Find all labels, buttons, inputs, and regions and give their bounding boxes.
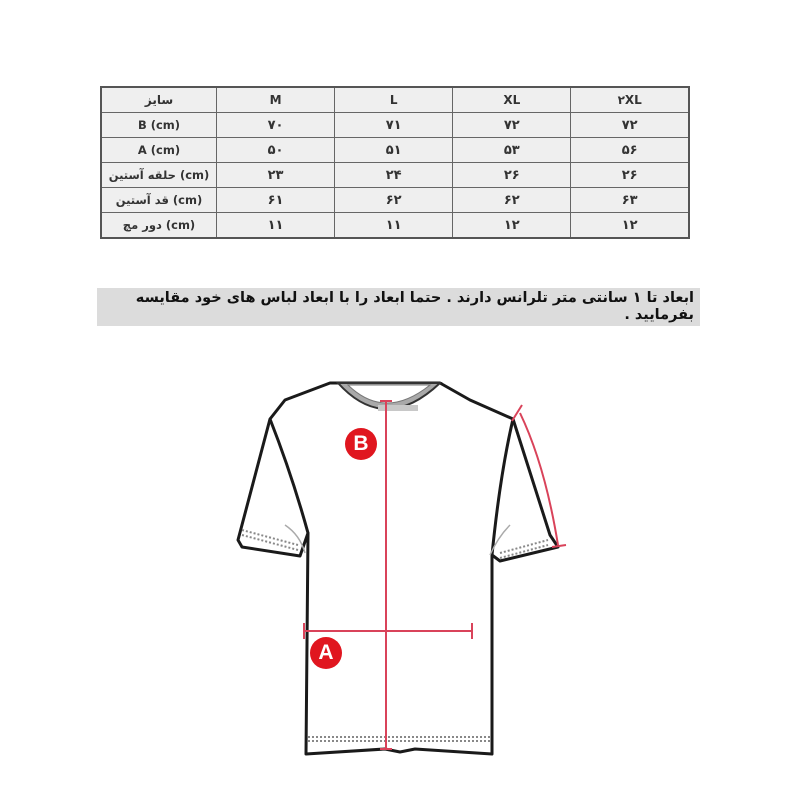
table-cell: ۲۶: [571, 163, 689, 188]
table-row: [101, 113, 689, 138]
table-cell: ۲۶: [453, 163, 571, 188]
table-cell: ۷۲: [571, 113, 689, 138]
table-cell: ۵۰: [217, 138, 335, 163]
row-label: A (cm): [101, 138, 217, 163]
row-label: B (cm): [101, 113, 217, 138]
table-cell: ۷۲: [453, 113, 571, 138]
tolerance-note-text: ابعاد تا ۱ سانتی متر تلرانس دارند . حتما ابعاد را با ابعاد لباس های خود مقایسه بفرمایید .: [135, 290, 694, 323]
table-row: [101, 163, 689, 188]
tolerance-note-banner: [97, 288, 700, 326]
measure-a-badge: A: [310, 637, 342, 669]
table-cell: ۱۱: [217, 213, 335, 239]
table-cell: ۱۲: [453, 213, 571, 239]
table-cell: ۶۱: [217, 188, 335, 213]
table-cell: ۵۳: [453, 138, 571, 163]
tshirt-outline-icon: [230, 375, 570, 760]
header-size-l: L: [335, 87, 453, 113]
table-row: [101, 213, 689, 239]
row-label: حلقه آستین (cm): [101, 163, 217, 188]
table-cell: ۵۱: [335, 138, 453, 163]
table-cell: ۷۰: [217, 113, 335, 138]
table-cell: ۵۶: [571, 138, 689, 163]
table-cell: ۶۲: [335, 188, 453, 213]
measure-b-badge: B: [345, 428, 377, 460]
tshirt-measurement-diagram: [230, 375, 570, 760]
header-size-xl: XL: [453, 87, 571, 113]
size-chart-table: [100, 86, 690, 239]
row-label: دور مچ (cm): [101, 213, 217, 239]
row-label: قد آستین (cm): [101, 188, 217, 213]
table-header-row: [101, 87, 689, 113]
table-cell: ۲۴: [335, 163, 453, 188]
table-cell: ۱۱: [335, 213, 453, 239]
table-cell: ۶۳: [571, 188, 689, 213]
table-cell: ۷۱: [335, 113, 453, 138]
header-size-2xl: ۲XL: [571, 87, 689, 113]
table-row: [101, 188, 689, 213]
header-size-label: سایز: [101, 87, 217, 113]
header-size-m: M: [217, 87, 335, 113]
table-cell: ۶۲: [453, 188, 571, 213]
table-row: [101, 138, 689, 163]
table-cell: ۱۲: [571, 213, 689, 239]
table-cell: ۲۳: [217, 163, 335, 188]
